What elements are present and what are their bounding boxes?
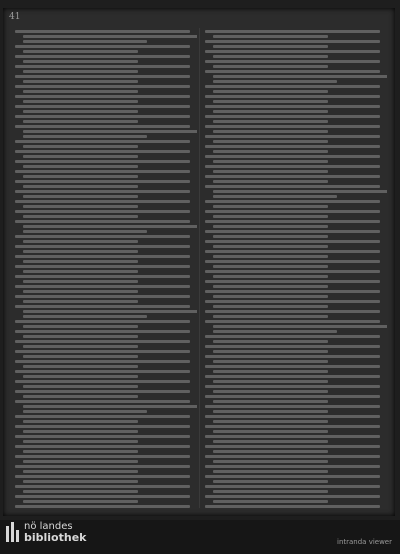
text-line [23, 500, 138, 503]
text-line [205, 125, 380, 128]
list-entry [205, 250, 387, 258]
text-column-right [205, 28, 387, 510]
text-line [205, 95, 380, 98]
list-entry [205, 95, 387, 103]
text-line [15, 425, 190, 428]
list-entry [205, 70, 387, 83]
list-entry [15, 505, 197, 510]
text-column-left [15, 28, 197, 510]
list-entry [205, 320, 387, 333]
text-line [23, 440, 138, 443]
library-logo [6, 521, 86, 543]
list-entry [205, 465, 387, 473]
list-entry [15, 495, 197, 503]
text-line [15, 160, 190, 163]
text-line [205, 40, 380, 43]
list-entry [15, 170, 197, 178]
text-line [213, 150, 328, 153]
list-entry [15, 210, 197, 218]
list-entry [15, 45, 197, 53]
text-line [205, 395, 380, 398]
text-line [23, 250, 138, 253]
text-line [205, 415, 380, 418]
text-line [213, 120, 328, 123]
text-line [23, 375, 138, 378]
list-entry [15, 465, 197, 473]
text-line [213, 55, 328, 58]
list-entry [205, 210, 387, 218]
list-entry [15, 455, 197, 463]
list-entry [205, 435, 387, 443]
list-entry [205, 300, 387, 308]
text-line [213, 195, 337, 198]
logo-line-1: nö landes [24, 521, 73, 532]
text-line [213, 45, 328, 48]
text-line [213, 420, 328, 423]
text-line [213, 215, 328, 218]
text-line [213, 160, 328, 163]
text-line [15, 320, 190, 323]
list-entry [205, 405, 387, 413]
text-line [213, 90, 328, 93]
text-line [205, 155, 380, 158]
text-line [213, 315, 328, 318]
text-line [213, 265, 328, 268]
text-line [213, 470, 328, 473]
text-line [23, 205, 138, 208]
text-line [23, 240, 138, 243]
list-entry [15, 415, 197, 423]
list-entry [15, 255, 197, 263]
list-entry [15, 160, 197, 168]
text-line [205, 300, 380, 303]
text-line [15, 285, 190, 288]
text-line [23, 315, 147, 318]
text-line [213, 400, 328, 403]
logo-mark-icon [6, 522, 20, 542]
text-line [23, 290, 138, 293]
text-line [15, 65, 190, 68]
text-line [23, 325, 138, 328]
text-line [213, 100, 328, 103]
list-entry [205, 395, 387, 403]
list-entry [15, 55, 197, 63]
text-line [15, 235, 190, 238]
list-entry [15, 400, 197, 413]
text-line [23, 195, 138, 198]
text-line [15, 210, 190, 213]
list-entry [205, 270, 387, 278]
list-entry [15, 435, 197, 443]
text-line [23, 135, 147, 138]
list-entry [205, 425, 387, 433]
text-line [205, 495, 380, 498]
text-line [15, 55, 190, 58]
text-line [15, 400, 190, 403]
text-line [15, 220, 190, 223]
text-line [15, 485, 190, 488]
text-line [15, 340, 190, 343]
text-line [23, 60, 138, 63]
text-line [205, 290, 380, 293]
text-line [15, 265, 190, 268]
text-line [213, 500, 328, 503]
text-line [23, 490, 138, 493]
list-entry [205, 125, 387, 133]
text-line [213, 360, 328, 363]
text-line [213, 255, 328, 258]
text-line [15, 415, 190, 418]
text-line [205, 270, 380, 273]
list-entry [205, 415, 387, 423]
text-line [213, 65, 328, 68]
text-line [213, 75, 387, 78]
text-line [205, 485, 380, 488]
text-line [213, 305, 328, 308]
list-entry [205, 220, 387, 228]
list-entry [205, 165, 387, 173]
text-line [15, 95, 190, 98]
text-line [15, 360, 190, 363]
list-entry [205, 290, 387, 298]
text-line [213, 235, 328, 238]
text-line [23, 35, 197, 38]
list-entry [205, 455, 387, 463]
text-line [15, 435, 190, 438]
list-entry [205, 155, 387, 163]
text-line [23, 260, 138, 263]
text-line [205, 475, 380, 478]
text-line [205, 345, 380, 348]
text-line [205, 165, 380, 168]
text-line [23, 470, 138, 473]
text-line [23, 130, 197, 133]
list-entry [205, 135, 387, 143]
text-line [205, 220, 380, 223]
text-line [213, 350, 328, 353]
text-line [213, 245, 328, 248]
text-line [23, 270, 138, 273]
text-line [205, 375, 380, 378]
text-line [23, 80, 138, 83]
list-entry [205, 335, 387, 343]
text-line [15, 275, 190, 278]
list-entry [15, 220, 197, 233]
list-entry [205, 105, 387, 113]
list-entry [15, 475, 197, 483]
text-line [15, 180, 190, 183]
text-line [205, 310, 380, 313]
text-line [213, 390, 328, 393]
text-line [213, 340, 328, 343]
text-line [15, 30, 190, 33]
text-line [15, 380, 190, 383]
list-entry [15, 200, 197, 208]
text-line [213, 380, 328, 383]
text-line [213, 430, 328, 433]
list-entry [205, 115, 387, 123]
list-entry [205, 230, 387, 238]
text-line [23, 225, 197, 228]
text-line [213, 325, 387, 328]
list-entry [205, 375, 387, 383]
text-line [205, 320, 380, 323]
text-line [15, 190, 190, 193]
list-entry [205, 145, 387, 153]
list-entry [15, 295, 197, 303]
list-entry [205, 240, 387, 248]
text-line [23, 395, 138, 398]
text-line [205, 135, 380, 138]
logo-line-2: bibliothek [24, 531, 87, 544]
list-entry [205, 310, 387, 318]
text-line [213, 460, 328, 463]
text-line [205, 50, 380, 53]
list-entry [205, 355, 387, 363]
list-entry [205, 85, 387, 93]
text-line [15, 140, 190, 143]
text-line [15, 465, 190, 468]
list-entry [15, 320, 197, 328]
text-line [23, 120, 138, 123]
text-line [205, 445, 380, 448]
text-line [205, 335, 380, 338]
text-line [205, 365, 380, 368]
text-line [205, 240, 380, 243]
list-entry [15, 445, 197, 453]
text-line [23, 165, 138, 168]
list-entry [15, 75, 197, 83]
text-line [205, 185, 380, 188]
text-line [23, 365, 138, 368]
text-line [23, 410, 147, 413]
text-line [15, 330, 190, 333]
list-entry [205, 175, 387, 183]
text-line [23, 335, 138, 338]
list-entry [15, 245, 197, 253]
page-number: 41 [9, 12, 21, 22]
text-line [205, 505, 380, 508]
text-line [23, 230, 147, 233]
list-entry [15, 30, 197, 43]
list-entry [15, 95, 197, 103]
text-line [15, 85, 190, 88]
list-entry [15, 305, 197, 318]
text-line [23, 145, 138, 148]
text-line [205, 455, 380, 458]
text-line [23, 70, 138, 73]
text-line [213, 295, 328, 298]
text-line [205, 200, 380, 203]
list-entry [15, 380, 197, 388]
text-line [205, 385, 380, 388]
text-line [23, 480, 138, 483]
text-line [23, 405, 197, 408]
text-line [205, 115, 380, 118]
list-entry [15, 180, 197, 188]
text-line [205, 30, 380, 33]
text-line [213, 140, 328, 143]
list-entry [205, 40, 387, 48]
column-divider [199, 28, 200, 508]
text-line [205, 465, 380, 468]
text-line [205, 85, 380, 88]
list-entry [205, 385, 387, 393]
text-line [15, 350, 190, 353]
text-line [15, 245, 190, 248]
list-entry [15, 360, 197, 368]
text-line [213, 35, 328, 38]
text-line [23, 430, 138, 433]
text-line [15, 150, 190, 153]
text-line [23, 40, 147, 43]
list-entry [15, 275, 197, 283]
text-line [205, 70, 380, 73]
scanned-page [3, 8, 395, 516]
text-line [213, 450, 328, 453]
text-line [23, 110, 138, 113]
list-entry [15, 105, 197, 113]
list-entry [205, 30, 387, 38]
text-line [15, 45, 190, 48]
text-line [23, 155, 138, 158]
list-entry [15, 125, 197, 138]
text-line [15, 75, 190, 78]
text-line [205, 260, 380, 263]
text-line [205, 435, 380, 438]
text-line [15, 200, 190, 203]
text-line [23, 100, 138, 103]
text-line [15, 295, 190, 298]
text-line [15, 125, 190, 128]
text-line [23, 385, 138, 388]
text-line [15, 255, 190, 258]
text-line [23, 215, 138, 218]
text-line [23, 300, 138, 303]
text-line [15, 390, 190, 393]
list-entry [15, 190, 197, 198]
text-line [15, 505, 190, 508]
list-entry [205, 50, 387, 58]
text-line [205, 105, 380, 108]
list-entry [205, 505, 387, 510]
text-line [23, 280, 138, 283]
list-entry [15, 65, 197, 73]
text-line [23, 90, 138, 93]
list-entry [205, 280, 387, 288]
list-entry [15, 390, 197, 398]
list-entry [205, 475, 387, 483]
text-line [15, 115, 190, 118]
text-line [23, 345, 138, 348]
list-entry [15, 350, 197, 358]
text-line [213, 110, 328, 113]
text-line [213, 180, 328, 183]
text-line [213, 225, 328, 228]
text-line [213, 80, 337, 83]
text-line [213, 285, 328, 288]
text-line [23, 420, 138, 423]
text-line [213, 440, 328, 443]
list-entry [15, 340, 197, 348]
text-line [15, 105, 190, 108]
text-line [23, 185, 138, 188]
text-line [205, 405, 380, 408]
viewer-label: intranda viewer [337, 538, 392, 546]
text-line [15, 370, 190, 373]
text-line [205, 425, 380, 428]
list-entry [205, 445, 387, 453]
text-line [213, 190, 387, 193]
text-line [15, 455, 190, 458]
text-line [213, 410, 328, 413]
list-entry [205, 345, 387, 353]
list-entry [15, 140, 197, 148]
text-line [205, 355, 380, 358]
list-entry [15, 485, 197, 493]
list-entry [205, 495, 387, 503]
text-line [23, 460, 138, 463]
list-entry [15, 85, 197, 93]
list-entry [205, 365, 387, 373]
text-line [23, 355, 138, 358]
text-line [15, 475, 190, 478]
text-line [23, 310, 197, 313]
text-line [213, 275, 328, 278]
list-entry [15, 150, 197, 158]
list-entry [15, 265, 197, 273]
list-entry [15, 235, 197, 243]
list-entry [205, 60, 387, 68]
text-line [23, 50, 138, 53]
text-line [205, 175, 380, 178]
text-line [213, 130, 328, 133]
text-line [213, 480, 328, 483]
text-line [205, 210, 380, 213]
text-line [213, 170, 328, 173]
text-line [213, 490, 328, 493]
list-entry [205, 185, 387, 198]
list-entry [15, 330, 197, 338]
list-entry [15, 285, 197, 293]
text-line [213, 330, 337, 333]
list-entry [15, 370, 197, 378]
text-line [205, 230, 380, 233]
text-line [15, 445, 190, 448]
list-entry [205, 260, 387, 268]
text-line [205, 280, 380, 283]
list-entry [205, 485, 387, 493]
list-entry [15, 115, 197, 123]
text-line [213, 370, 328, 373]
text-line [23, 450, 138, 453]
text-line [205, 60, 380, 63]
text-line [15, 170, 190, 173]
text-line [205, 145, 380, 148]
text-line [213, 205, 328, 208]
text-line [15, 305, 190, 308]
text-line [205, 250, 380, 253]
list-entry [205, 200, 387, 208]
text-line [23, 175, 138, 178]
list-entry [15, 425, 197, 433]
text-line [15, 495, 190, 498]
